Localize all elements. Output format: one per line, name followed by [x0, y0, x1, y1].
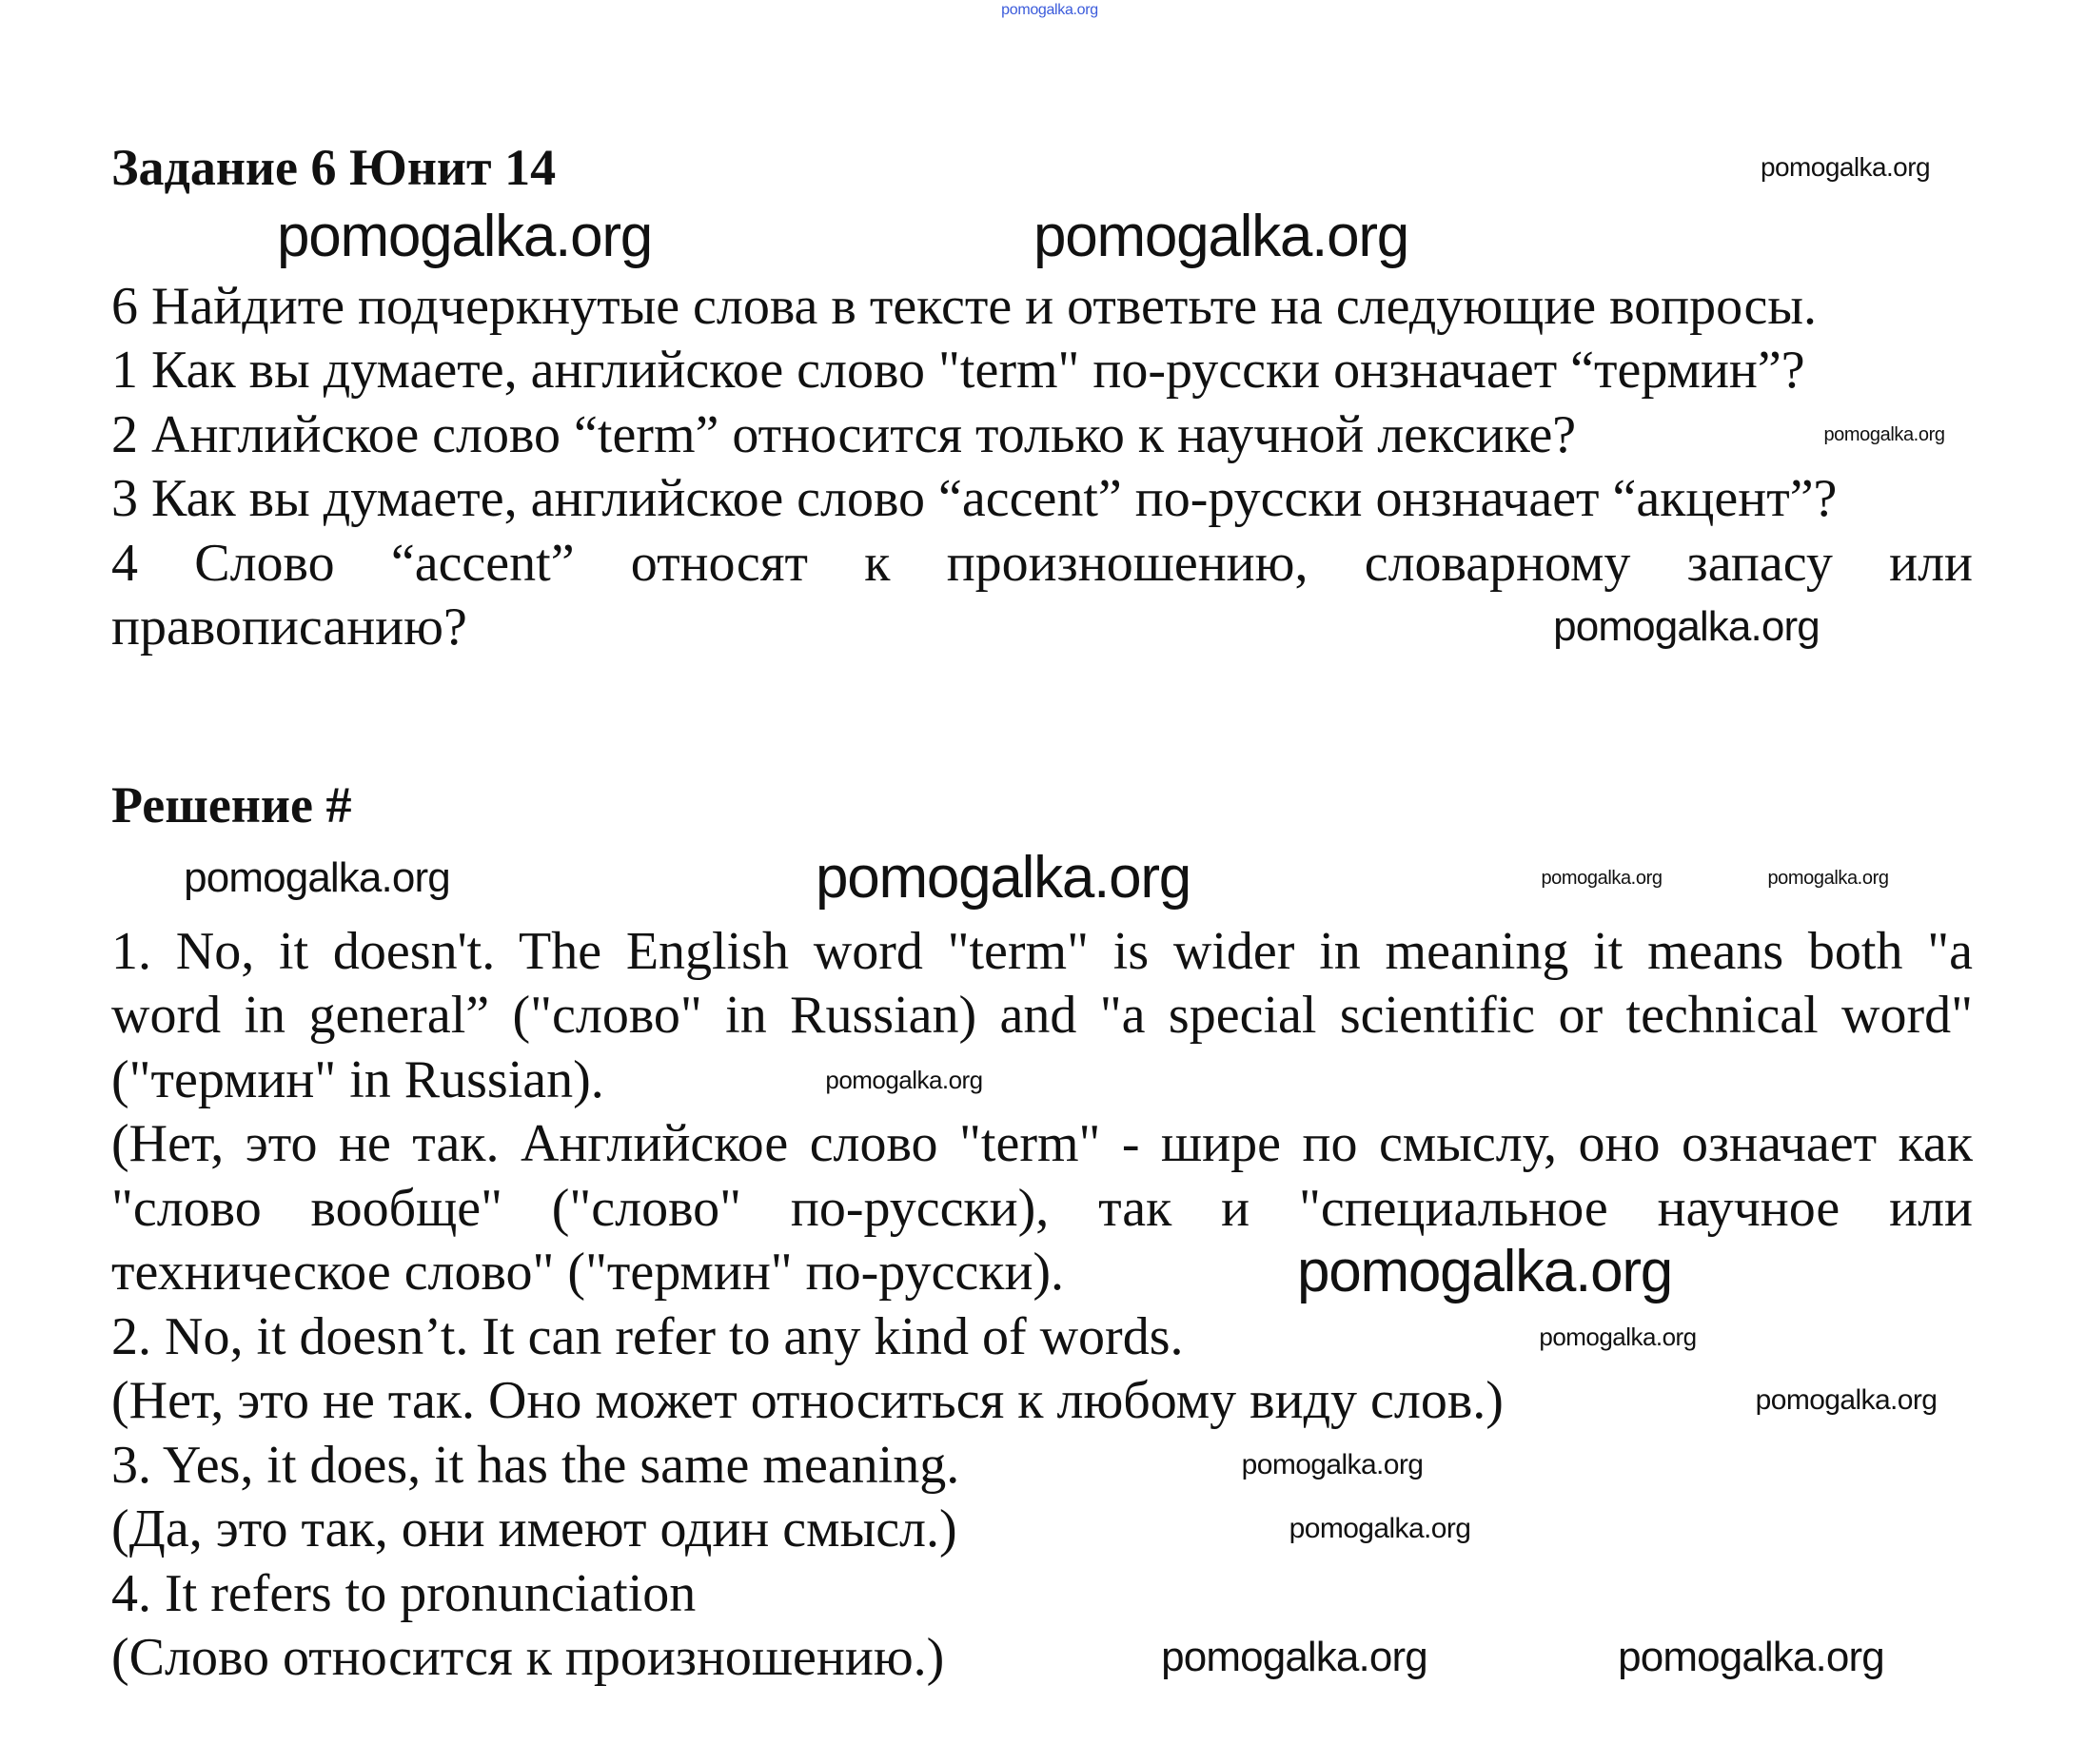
watermark: pomogalka.org: [1755, 1384, 1938, 1416]
watermark: pomogalka.org: [1767, 868, 1889, 889]
answer-line: (Да, это так, они имеют один смысл.): [111, 1499, 957, 1558]
task-line: 3 Как вы думаете, английское слово “accent” по-русски онзначает “акцент”?: [111, 469, 1838, 528]
watermark: pomogalka.org: [1033, 204, 1409, 269]
answer-line: word in general” ("слово" in Russian) and "a special scientific or technical word": [111, 986, 1973, 1045]
watermark: pomogalka.org: [184, 854, 450, 901]
solution-heading: Решение #: [111, 776, 352, 833]
answer-line: "слово вообще" ("слово" по-русски), так и "специальное научное или: [111, 1179, 1973, 1238]
watermark: pomogalka.org: [1618, 1634, 1884, 1680]
answer-line: 4. It refers to pronunciation: [111, 1564, 697, 1623]
watermark: pomogalka.org: [1761, 152, 1930, 182]
answer-line: техническое слово" ("термин" по-русски).: [111, 1243, 1065, 1302]
page-title: Задание 6 Юнит 14: [111, 139, 557, 196]
answer-line: ("термин" in Russian).: [111, 1050, 604, 1109]
watermark: pomogalka.org: [1541, 868, 1663, 889]
watermark: pomogalka.org: [1823, 424, 1945, 445]
task-line: 1 Как вы думаете, английское слово "term" по-русски онзначает “термин”?: [111, 341, 1805, 400]
watermark: pomogalka.org: [815, 845, 1191, 911]
watermark: pomogalka.org: [1296, 1239, 1673, 1304]
answer-line: (Нет, это не так. Английское слово "term" - шире по смыслу, оно означает как: [111, 1114, 1973, 1173]
watermark: pomogalka.org: [1539, 1323, 1697, 1351]
answer-line: (Слово относится к произношению.): [111, 1628, 945, 1687]
watermark: pomogalka.org: [1241, 1449, 1424, 1480]
top-watermark: pomogalka.org: [1001, 2, 1098, 18]
watermark: pomogalka.org: [1553, 603, 1820, 650]
answer-line: 1. No, it doesn't. The English word "term" is wider in meaning it means both "a: [111, 922, 1973, 981]
watermark: pomogalka.org: [1161, 1634, 1427, 1680]
task-line: правописанию?: [111, 598, 467, 657]
answer-line: (Нет, это не так. Оно может относиться к любому виду слов.): [111, 1371, 1504, 1430]
answer-line: 3. Yes, it does, it has the same meaning.: [111, 1436, 960, 1495]
task-line: 4 Слово “accent” относят к произношению, словарному запасу или: [111, 534, 1973, 593]
watermark: pomogalka.org: [276, 204, 653, 269]
watermark: pomogalka.org: [825, 1066, 983, 1094]
watermark: pomogalka.org: [1289, 1513, 1471, 1544]
answer-line: 2. No, it doesn’t. It can refer to any kind of words.: [111, 1307, 1184, 1366]
task-line: 2 Английское слово “term” относится только к научной лексике?: [111, 405, 1577, 464]
task-line: 6 Найдите подчеркнутые слова в тексте и ответьте на следующие вопросы.: [111, 277, 1817, 336]
